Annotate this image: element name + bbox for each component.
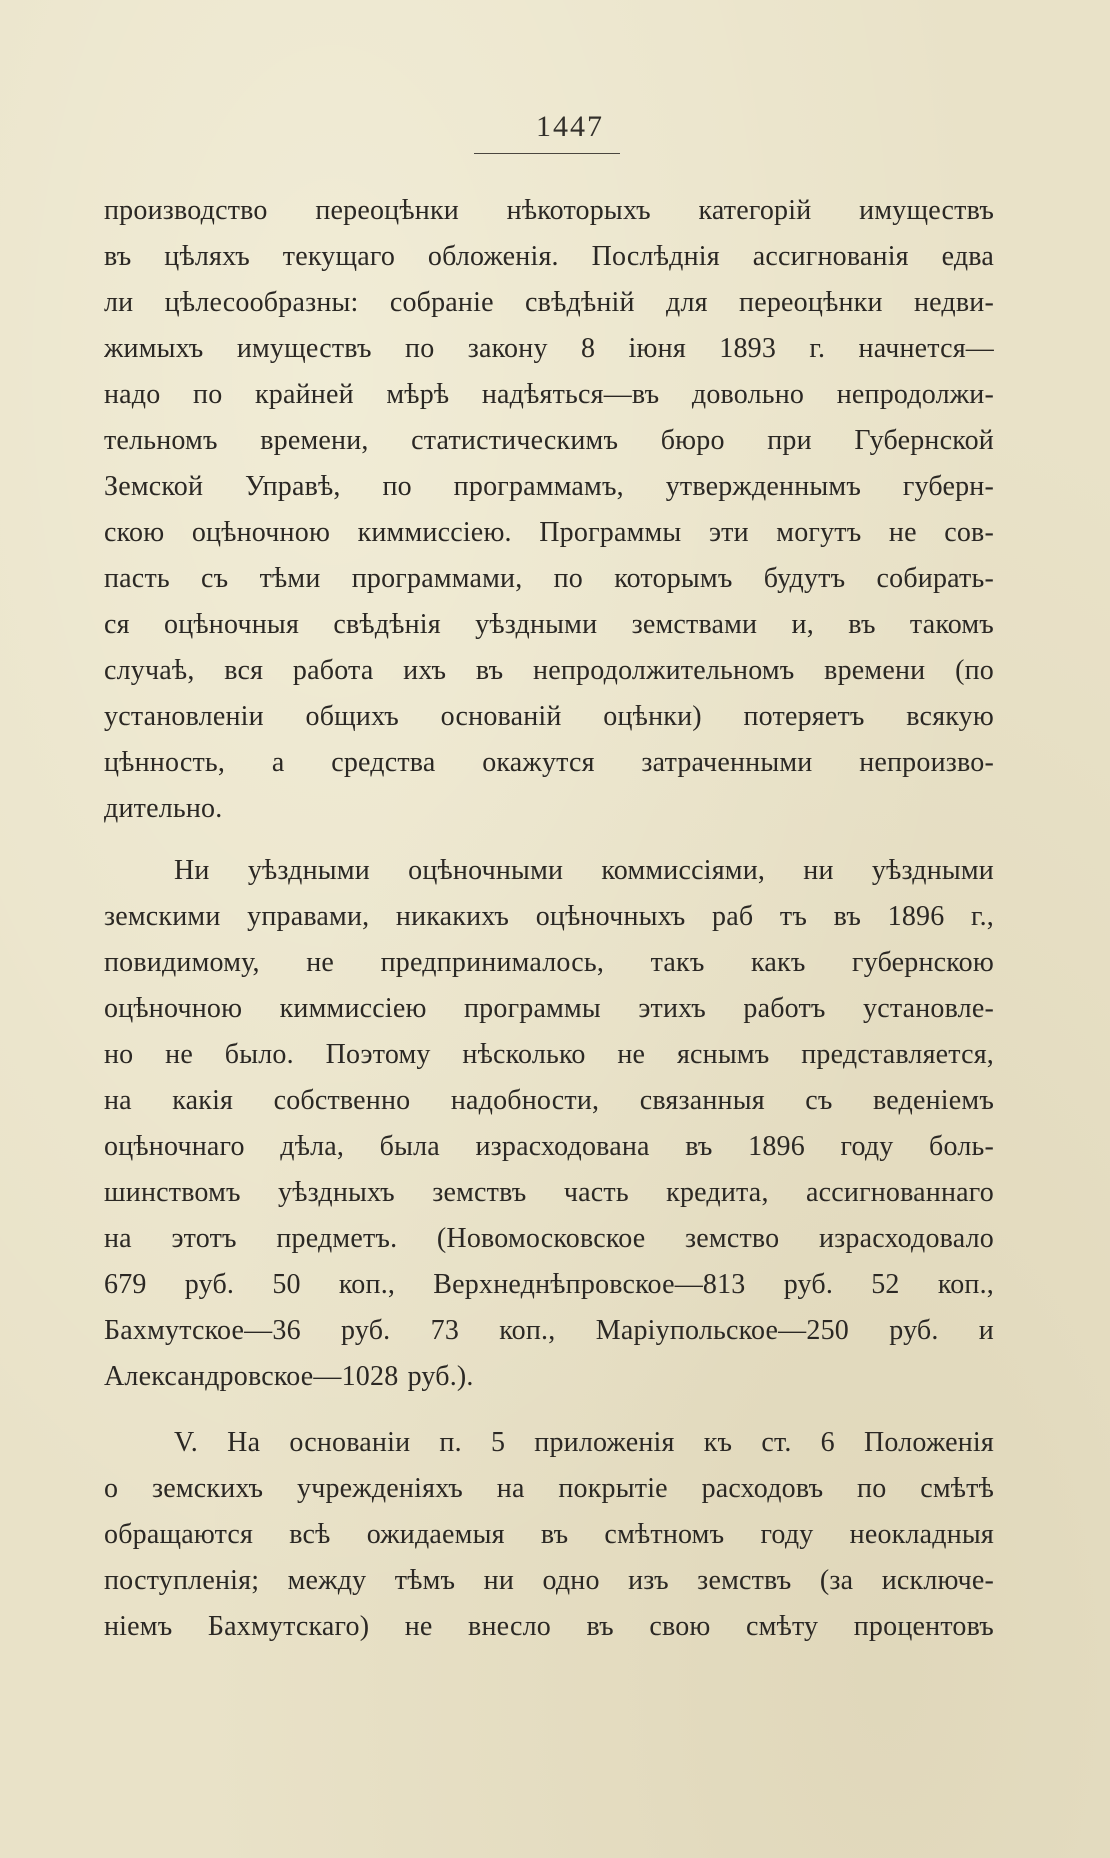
text-line: на этотъ предметъ. (Новомосковское земство израсходовало (104, 1223, 994, 1254)
text-line: ніемъ Бахмутскаго) не внесло въ свою смѣту процентовъ (104, 1611, 994, 1642)
paragraph-gap (104, 832, 994, 848)
text-line: ся оцѣночныя свѣдѣнія уѣздными земствами и, въ такомъ (104, 609, 994, 640)
text-line: скою оцѣночною киммиссіею. Программы эти могутъ не сов- (104, 517, 994, 548)
text-line: повидимому, не предпринималось, такъ какъ губернскою (104, 947, 994, 978)
text-line: въ цѣляхъ текущаго обложенія. Послѣднія ассигнованія едва (104, 241, 994, 272)
text-line: 679 руб. 50 коп., Верхнеднѣпровское—813 руб. 52 коп., (104, 1269, 994, 1300)
page-number: 1447 (536, 110, 604, 143)
paragraph-3 (104, 1420, 994, 1650)
paragraph-gap (104, 1400, 994, 1420)
text-line: цѣнность, а средства окажутся затраченными непроизво- (104, 747, 994, 778)
text-line: установленіи общихъ основаній оцѣнки) потеряетъ всякую (104, 701, 994, 732)
header-rule (474, 153, 620, 154)
text-line: ли цѣлесообразны: собраніе свѣдѣній для переоцѣнки недви- (104, 287, 994, 318)
text-line: оцѣночною киммиссіею программы этихъ работъ установле- (104, 993, 994, 1024)
text-line: дительно. (104, 793, 223, 824)
text-line: поступленія; между тѣмъ ни одно изъ земствъ (за исключе- (104, 1565, 994, 1596)
text-line: на какія собственно надобности, связанныя съ веденіемъ (104, 1085, 994, 1116)
body-text (104, 188, 994, 1650)
text-line: обращаются всѣ ожидаемыя въ смѣтномъ году неокладныя (104, 1519, 994, 1550)
text-line: Ни уѣздными оцѣночными коммиссіями, ни уѣздными (174, 855, 994, 886)
text-line: оцѣночнаго дѣла, была израсходована въ 1896 году боль- (104, 1131, 994, 1162)
text-line: жимыхъ имуществъ по закону 8 іюня 1893 г. начнется— (104, 333, 994, 364)
text-line: тельномъ времени, статистическимъ бюро при Губернской (104, 425, 994, 456)
paragraph-2 (104, 848, 994, 1400)
text-line: Александровское—1028 руб.). (104, 1361, 474, 1392)
text-line: Земской Управѣ, по программамъ, утвержденнымъ губерн- (104, 471, 994, 502)
paragraph-1 (104, 188, 994, 832)
text-line: но не было. Поэтому нѣсколько не яснымъ представляется, (104, 1039, 994, 1070)
text-line: шинствомъ уѣздныхъ земствъ часть кредита, ассигнованнаго (104, 1177, 994, 1208)
text-line: Бахмутское—36 руб. 73 коп., Маріупольское—250 руб. и (104, 1315, 994, 1346)
text-line: случаѣ, вся работа ихъ въ непродолжительномъ времени (по (104, 655, 994, 686)
text-line: надо по крайней мѣрѣ надѣяться—въ довольно непродолжи- (104, 379, 994, 410)
text-line: о земскихъ учрежденіяхъ на покрытіе расходовъ по смѣтѣ (104, 1473, 994, 1504)
text-line: земскими управами, никакихъ оцѣночныхъ раб тъ въ 1896 г., (104, 901, 994, 932)
text-line: V. На основаніи п. 5 приложенія къ ст. 6 Положенія (174, 1427, 994, 1458)
text-line: производство переоцѣнки нѣкоторыхъ категорій имуществъ (104, 195, 994, 226)
text-line: пасть съ тѣми программами, по которымъ будутъ собирать- (104, 563, 994, 594)
